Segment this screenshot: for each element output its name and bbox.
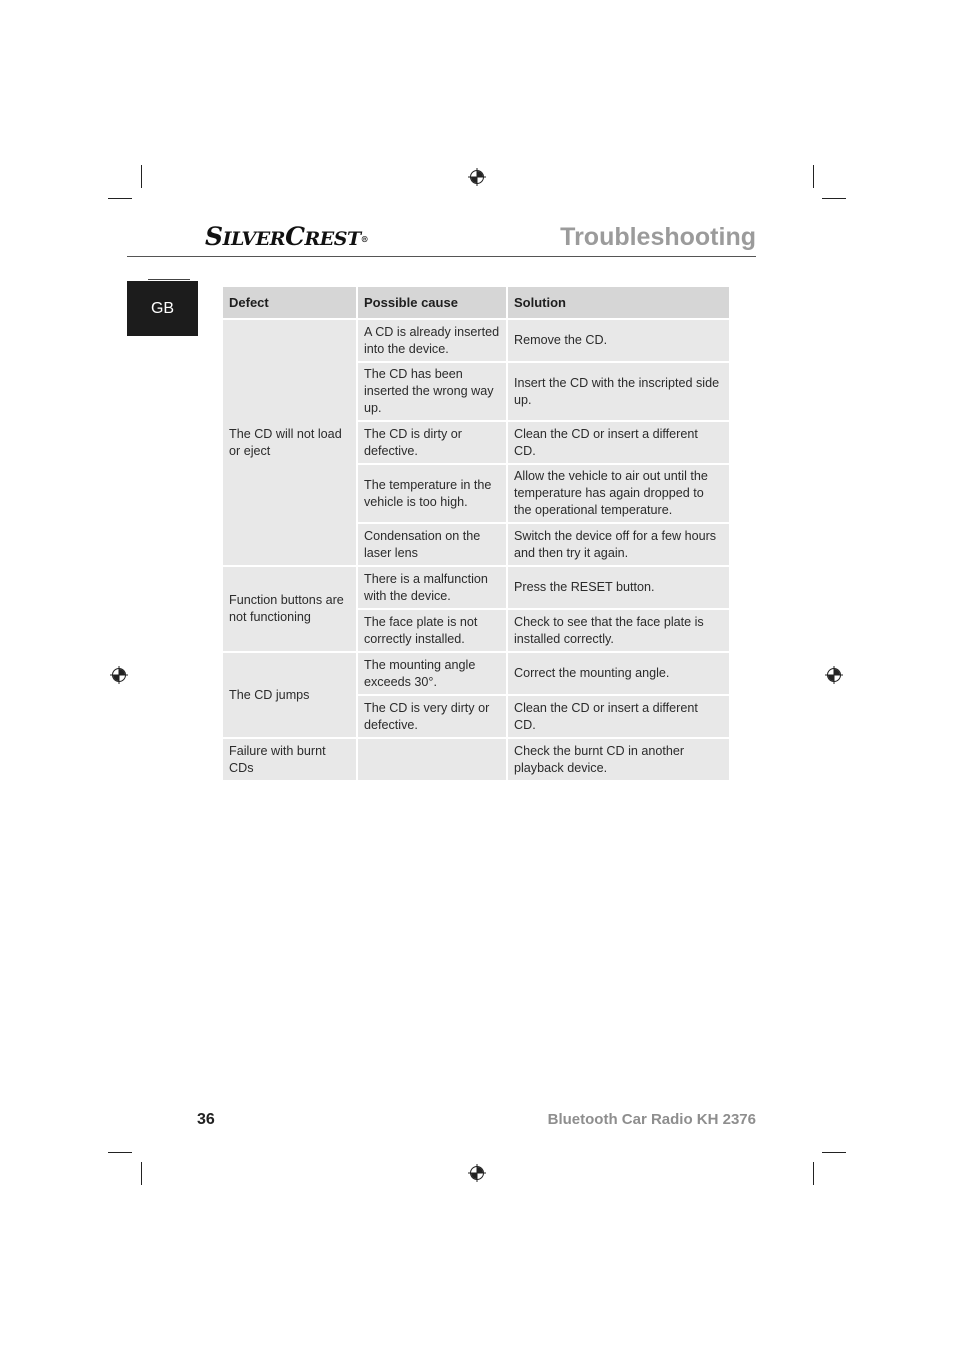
crop-mark bbox=[822, 1152, 846, 1153]
brand-letters: REST bbox=[304, 228, 361, 250]
cause-cell: The CD has been inserted the wrong way up. bbox=[357, 362, 507, 421]
cause-cell bbox=[357, 738, 507, 781]
page-title: Troubleshooting bbox=[560, 223, 756, 251]
brand-logo bbox=[205, 222, 368, 254]
page-number: 36 bbox=[197, 1111, 215, 1128]
cause-cell: The CD is dirty or defective. bbox=[357, 421, 507, 464]
cause-cell: The face plate is not correctly installed. bbox=[357, 609, 507, 652]
header-rule bbox=[127, 256, 756, 257]
cause-cell: Condensation on the laser lens bbox=[357, 523, 507, 566]
brand-letter: S bbox=[205, 222, 223, 251]
registration-mark-icon bbox=[110, 666, 128, 684]
column-header: Possible cause bbox=[357, 286, 507, 319]
solution-cell: Press the RESET button. bbox=[507, 566, 730, 609]
registration-mark-icon bbox=[825, 666, 843, 684]
product-model: Bluetooth Car Radio KH 2376 bbox=[547, 1111, 756, 1128]
defect-cell: The CD will not load or eject bbox=[222, 319, 357, 566]
tab-divider bbox=[148, 279, 190, 280]
solution-cell: Insert the CD with the inscripted side up. bbox=[507, 362, 730, 421]
solution-cell: Check to see that the face plate is installed correctly. bbox=[507, 609, 730, 652]
table-row bbox=[222, 319, 730, 362]
column-header: Defect bbox=[222, 286, 357, 319]
solution-cell: Check the burnt CD in another playback device. bbox=[507, 738, 730, 781]
defect-cell: The CD jumps bbox=[222, 652, 357, 738]
brand-letters: ILVER bbox=[222, 228, 286, 250]
solution-cell: Correct the mounting angle. bbox=[507, 652, 730, 695]
brand-letter: C bbox=[285, 222, 305, 251]
registration-mark-icon bbox=[468, 1164, 486, 1182]
solution-cell: Clean the CD or insert a different CD. bbox=[507, 421, 730, 464]
cause-cell: The CD is very dirty or defective. bbox=[357, 695, 507, 738]
cause-cell: There is a malfunction with the device. bbox=[357, 566, 507, 609]
defect-cell: Failure with burnt CDs bbox=[222, 738, 357, 781]
solution-cell: Switch the device off for a few hours and then try it again. bbox=[507, 523, 730, 566]
table-header-row bbox=[222, 286, 730, 319]
table-row bbox=[222, 652, 730, 695]
crop-mark bbox=[141, 1162, 142, 1185]
cause-cell: The temperature in the vehicle is too high. bbox=[357, 464, 507, 523]
column-header: Solution bbox=[507, 286, 730, 319]
solution-cell: Remove the CD. bbox=[507, 319, 730, 362]
crop-mark bbox=[141, 165, 142, 188]
solution-cell: Clean the CD or insert a different CD. bbox=[507, 695, 730, 738]
crop-mark bbox=[108, 1152, 132, 1153]
language-tab: GB bbox=[127, 281, 198, 336]
crop-mark bbox=[108, 198, 132, 199]
crop-mark bbox=[813, 1162, 814, 1185]
crop-mark bbox=[813, 165, 814, 188]
defect-cell: Function buttons are not functioning bbox=[222, 566, 357, 652]
solution-cell: Allow the vehicle to air out until the temperature has again dropped to the operational temperature. bbox=[507, 464, 730, 523]
registration-mark-icon bbox=[468, 168, 486, 186]
troubleshooting-table bbox=[221, 285, 731, 782]
table-row bbox=[222, 566, 730, 609]
table-row bbox=[222, 738, 730, 781]
crop-mark bbox=[822, 198, 846, 199]
cause-cell: The mounting angle exceeds 30°. bbox=[357, 652, 507, 695]
registered-mark: ® bbox=[360, 234, 369, 244]
cause-cell: A CD is already inserted into the device. bbox=[357, 319, 507, 362]
